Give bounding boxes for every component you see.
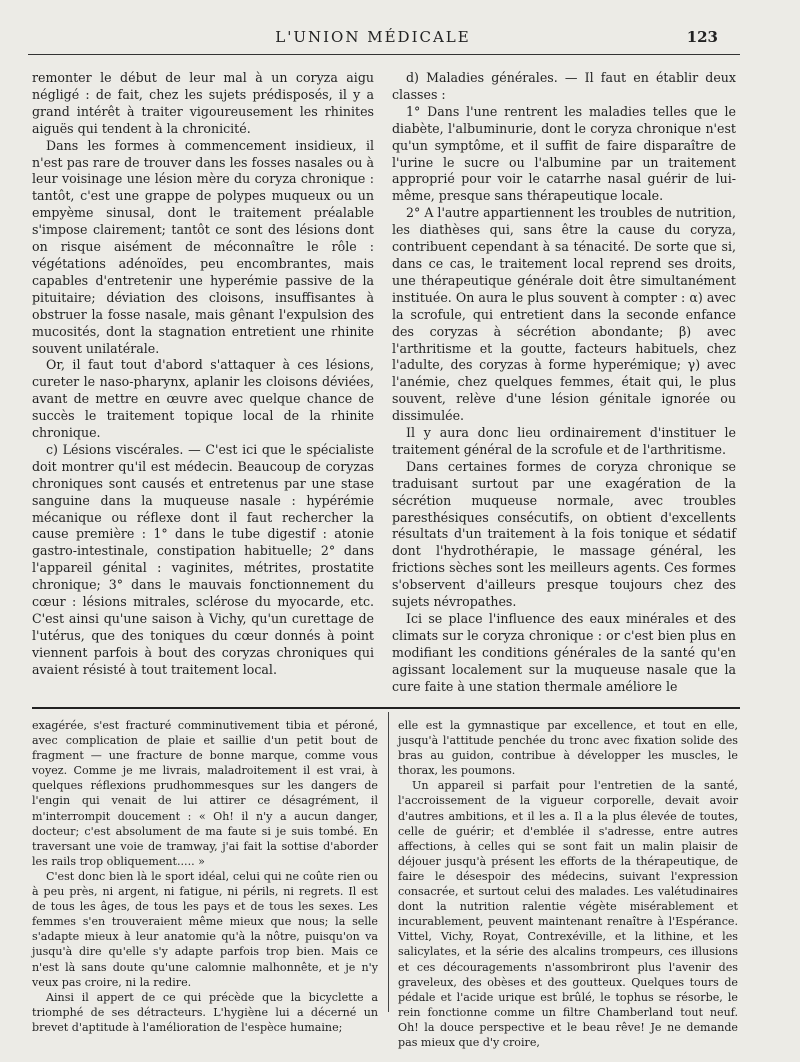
paragraph: Ainsi il appert de ce qui précède que la bicyclette a triomphé de ses détracteurs. L'hygiène lui a décerné un brevet d'aptitude à l'amélioration de l'espèce humaine; [32,990,378,1034]
article-column-left [32,70,374,700]
feuilleton-column-left [32,718,378,1034]
feuilleton-rule [32,707,740,709]
running-header [28,28,718,50]
paragraph: exagérée, s'est fracturé comminutivement tibia et péroné, avec complication de plaie et saillie d'un petit bout de fragment — une fracture de bonne marque, comme vous voyez. Comme je me livrais, maladroitement il est vrai, à quelques réflexions prudhommesques sur les dangers de l'engin qui venait de lui attirer ce désagrément, il m'interrompit doucement : « Oh! il n'y a aucun danger, docteur; c'est absolument de ma faute si je suis tombé. En traversant une voie de tramway, j'ai fait la sottise d'aborder les rails trop obliquement..... » [32,719,378,868]
paragraph: Or, il faut tout d'abord s'attaquer à ces lésions, cureter le naso-pharynx, aplanir les cloisons déviées, avant de mettre en œuvre avec quelque chance de succès le traitement topique local de la rhinite chronique. [32,357,374,441]
article-column-right [392,70,736,700]
paragraph: C'est donc bien là le sport idéal, celui qui ne coûte rien ou à peu près, ni argent, ni fatigue, ni périls, ni regrets. Il est de tous les âges, de tous les pays et de tous les sexes. Les femmes s'en trouveraient même mieux que nous; la selle s'adapte mieux à leur anatomie qu'à la nôtre, puisqu'on va jusqu'à dire qu'elle s'y adapte parfois trop bien. Mais ce n'est là sans doute qu'une calomnie malhonnête, et je n'y veux pas croire, ni la redire. [32,869,378,989]
paragraph: Un appareil si parfait pour l'entretien de la santé, l'accroissement de la vigueur corporelle, devait avoir d'autres ambitions, et il les a. Il a la plus élevée de toutes, celle de guérir; et d'emblée il s'adresse, entre autres affections, à celles qui se sont fait un malin plaisir de déjouer jusqu'à présent les efforts de la thérapeutique, de faire le désespoir des médecins, suivant l'expression consacrée, et surtout celui des malades. Les valétudinaires dont la nutrition ralentie végète misérablement et incurablement, peuvent maintenant renaître à l'Espérance. Vittel, Vichy, Royat, Contrexéville, et la lithine, et les salicylates, et la série des alcalins trompeurs, ces illusions et ces découragements n'assombriront plus l'avenir des graveleux, des obèses et des goutteux. Quelques tours de pédale et l'acide urique est brûlé, le tophus se résorbe, le rein fonctionne comme un filtre Chamberland tout neuf. Oh! la douce perspective et le beau rêve! Je ne demande pas mieux que d'y croire, [398,779,738,1049]
page-number: 123 [686,28,718,46]
paragraph: Dans les formes à commencement insidieux, il n'est pas rare de trouver dans les fosses nasales ou à leur voisinage une lésion mère du coryza chronique : tantôt, c'est une grappe de polypes muqueux ou un empyème sinusal, dont le traitement préalable s'impose clairement; tantôt ce sont des lésions dont on risque aisément de méconnaître le rôle : végétations adénoïdes, peu encombrantes, mais capables d'entretenir une hyperémie passive de la pituitaire; déviation des cloisons, insuffisantes à obstruer la fosse nasale, mais gênant l'expulsion des mucosités, dont la stagnation entretient une rhinite souvent unilatérale. [32,137,374,356]
paragraph: c) Lésions viscérales. — C'est ici que le spécialiste doit montrer qu'il est médecin. Beaucoup de coryzas chroniques sont causés et entretenus par une stase sanguine dans la muqueuse nasale : hypérémie mécanique ou réflexe dont il faut rechercher la cause première : 1° dans le tube digestif : atonie gastro-intestinale, constipation habituelle; 2° dans l'appareil génital : vaginites, métrites, prostatite chronique; 3° dans le mauvais fonctionnement du cœur : lésions mitrales, sclérose du myocarde, etc. C'est ainsi qu'une saison à Vichy, qu'un curettage de l'utérus, que des toniques du cœur donnés à point viennent parfois à bout des coryzas chroniques qui avaient résisté à tout traitement local. [32,441,374,677]
journal-title: L'UNION MÉDICALE [275,28,471,46]
paragraph: 1° Dans l'une rentrent les maladies telles que le diabète, l'albuminurie, dont le coryza chronique n'est qu'un symptôme, et il suffit de faire disparaître de l'urine le sucre ou l'albumine par un traitement approprié pour voir le catarrhe nasal guérir de lui-même, presque sans thérapeutique locale. [392,103,736,204]
paragraph: remonter le début de leur mal à un coryza aigu négligé : de fait, chez les sujets prédisposés, il y a grand intérêt à traiter vigoureusement les rhinites aiguës qui tendent à la chronicité. [32,70,374,136]
paragraph: d) Maladies générales. — Il faut en établir deux classes : [392,70,736,102]
header-rule [28,54,740,55]
column-divider [388,712,389,1012]
paragraph: 2° A l'autre appartiennent les troubles de nutrition, les diathèses qui, sans être la cause du coryza, contribuent cependant à sa ténacité. De sorte que si, dans ce cas, le traitement local reprend ses droits, une thérapeutique générale doit être simultanément instituée. On aura le plus souvent à compter : α) avec la scrofule, qui entretient dans la seconde enfance des coryzas à sécrétion abondante; β) avec l'arthritisme et la goutte, facteurs habituels, chez l'adulte, des coryzas à forme hyperémique; γ) avec l'anémie, chez quelques femmes, était qui, le plus souvent, relève d'une lésion génitale ignorée ou dissimulée. [392,205,736,424]
paragraph: elle est la gymnastique par excellence, et tout en elle, jusqu'à l'attitude penchée du tronc avec fixation solide des bras au guidon, contribue à développer les muscles, le thorax, les poumons. [398,719,738,778]
paragraph: Il y aura donc lieu ordinairement d'instituer le traitement général de la scrofule et de l'arthritisme. [392,425,736,457]
feuilleton-column-right [398,718,738,1049]
paragraph: Dans certaines formes de coryza chronique se traduisant surtout par une exagération de la sécrétion muqueuse normale, avec troubles paresthésiques consécutifs, on obtient d'excellents résultats d'un traitement à la fois tonique et sédatif dont l'hydrothérapie, le massage général, les frictions sèches sont les meilleurs agents. Ces formes s'observent d'ailleurs presque toujours chez des sujets névropathes. [392,458,736,610]
paragraph: Ici se place l'influence des eaux minérales et des climats sur le coryza chronique : or c'est bien plus en modifiant les conditions générales de la santé qu'en agissant localement sur la muqueuse nasale que la cure faite à une station thermale améliore le [392,611,736,694]
